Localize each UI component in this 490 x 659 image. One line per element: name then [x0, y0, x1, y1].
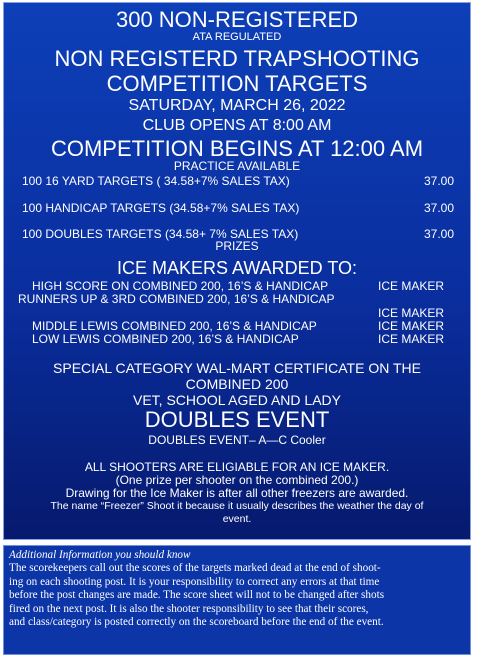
special-category-line-3: VET, SCHOOL AGED AND LADY: [133, 392, 341, 408]
headline-1: NON REGISTERD TRAPSHOOTING: [54, 46, 420, 71]
practice-price: 37.00: [423, 227, 454, 241]
practice-item: 100 DOUBLES TARGETS (34.58+ 7% SALES TAX): [22, 227, 299, 241]
info-line: The scorekeepers call out the scores of the targets marked dead at the end of shoot-: [9, 562, 381, 575]
ice-makers-heading: ICE MAKERS AWARDED TO:: [116, 258, 358, 278]
practice-item: 100 16 YARD TARGETS ( 34.58+7% SALES TAX): [22, 174, 290, 188]
info-line: and class/category is posted correctly on the scoreboard before the end of the event.: [9, 616, 384, 629]
eligibility-line-5: event.: [222, 513, 252, 525]
info-line: before the post changes are made. The score sheet will not to be changed after shots: [9, 589, 385, 602]
special-category-line-1: SPECIAL CATEGORY WAL-MART CERTIFICATE ON THE: [53, 360, 421, 376]
prizes-heading: PRIZES: [215, 239, 259, 253]
flyer-panel: [3, 2, 471, 540]
info-heading: Additional Information you should know: [9, 549, 191, 561]
eligibility-line-2: (One prize per shooter on the combined 200.): [115, 473, 359, 487]
eligibility-line-3: Drawing for the Ice Maker is after all other freezers are awarded.: [65, 486, 409, 500]
special-category-line-2: COMBINED 200: [185, 376, 289, 392]
eligibility-line-1: ALL SHOOTERS ARE ELIGIABLE FOR AN ICE MAKER.: [84, 460, 390, 474]
info-line: ing on each shooting post. It is your responsibility to correct any errors at that time: [9, 575, 380, 588]
award-runners-up: RUNNERS UP & 3RD COMBINED 200, 16’S & HANDICAP: [18, 292, 335, 306]
award-prize: ICE MAKER: [378, 279, 445, 293]
doubles-heading: DOUBLES EVENT: [144, 407, 330, 432]
event-date: SATURDAY, MARCH 26, 2022: [128, 97, 346, 114]
info-line: fired on the next post. It is also the shooter responsibility to see that their scores,: [9, 602, 369, 615]
practice-price: 37.00: [423, 174, 454, 188]
club-opens: CLUB OPENS AT 8:00 AM: [142, 117, 332, 134]
doubles-subheading: DOUBLES EVENT– A—C Cooler: [148, 433, 326, 447]
headline-2: COMPETITION TARGETS: [106, 71, 368, 96]
award-low-lewis: LOW LEWIS COMBINED 200, 16’S & HANDICAP: [32, 332, 299, 346]
additional-info-box: [3, 545, 471, 655]
award-middle-lewis: MIDDLE LEWIS COMBINED 200, 16’S & HANDICAP: [32, 319, 317, 333]
award-prize: ICE MAKER: [378, 332, 445, 346]
award-prize: ICE MAKER: [378, 319, 445, 333]
flyer-title: 300 NON-REGISTERED: [115, 7, 359, 32]
ata-line: ATA REGULATED: [192, 31, 282, 43]
award-prize: ICE MAKER: [378, 306, 445, 320]
eligibility-line-4: The name “Freezer” Shoot it because it usually describes the weather the day of: [50, 500, 424, 512]
practice-item: 100 HANDICAP TARGETS (34.58+7% SALES TAX): [22, 201, 300, 215]
competition-start: COMPETITION BEGINS AT 12:00 AM: [50, 136, 424, 161]
practice-heading: PRACTICE AVAILABLE: [173, 159, 301, 173]
practice-price: 37.00: [423, 201, 454, 215]
award-high-score: HIGH SCORE ON COMBINED 200, 16’S & HANDICAP: [32, 279, 329, 293]
